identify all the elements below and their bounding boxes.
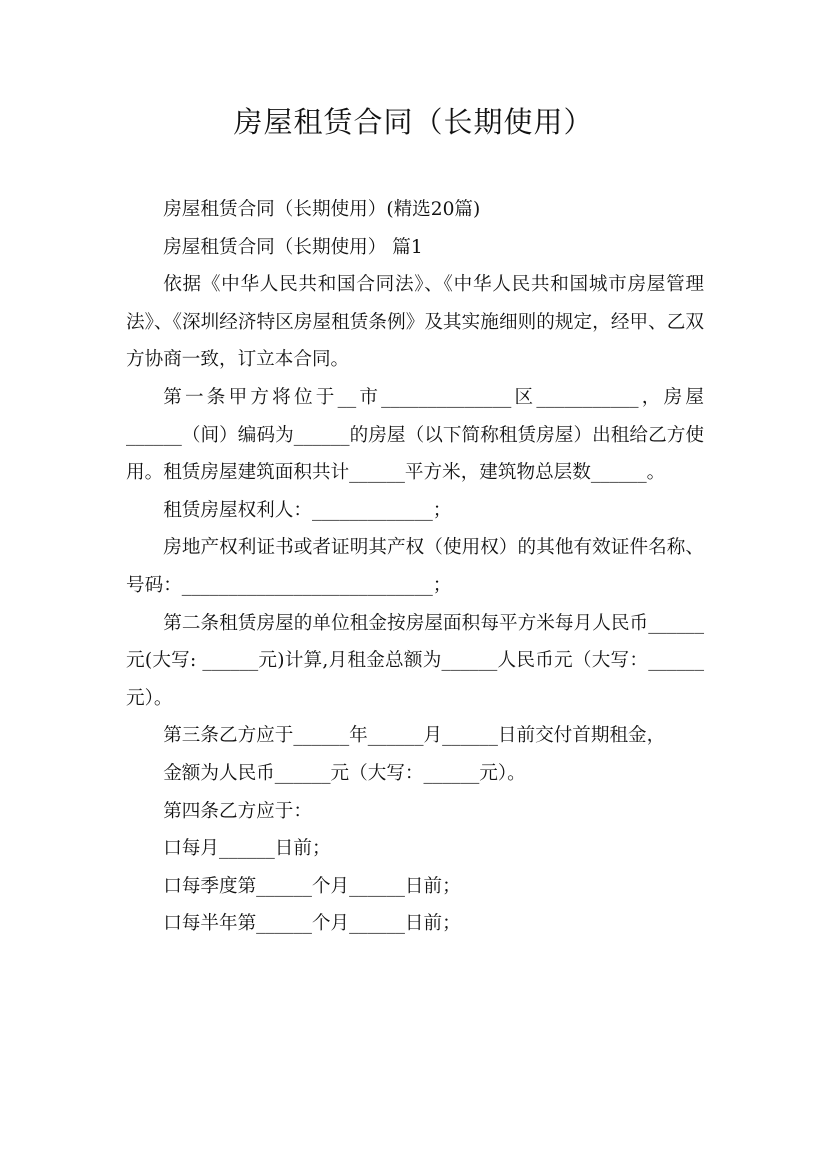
document-body	[126, 191, 704, 943]
paragraph-article-4: 第四条乙方应于：	[163, 800, 312, 822]
paragraph-subtitle: 房屋租赁合同（长期使用）(精选20篇)	[163, 199, 481, 220]
paragraph-certificate: 房地产权利证书或者证明其产权（使用权）的其他有效证件名称、号码：___________________________；	[126, 537, 704, 596]
option-quarterly: 口每季度第______个月______日前；	[163, 875, 461, 897]
paragraph-article-1: 第一条甲方将位于__市______________区___________，房屋______（间）编码为______的房屋（以下简称租赁房屋）出租给乙方使用。租赁房屋建筑面积共计______平方米，建筑物总层数______。	[126, 386, 704, 484]
document-title: 房屋租赁合同（长期使用）	[233, 105, 594, 139]
paragraph-section-heading: 房屋租赁合同（长期使用） 篇1	[163, 236, 423, 258]
paragraph-article-3: 第三条乙方应于______年______月______日前交付首期租金，	[163, 725, 666, 747]
option-monthly: 口每月______日前；	[163, 838, 331, 860]
paragraph-article-3-amount: 金额为人民币______元（大写：______元）。	[163, 762, 526, 784]
option-semiannual: 口每半年第______个月______日前；	[163, 913, 461, 935]
paragraph-article-2: 第二条租赁房屋的单位租金按房屋面积每平方米每月人民币______元(大写: ______元)计算,月租金总额为______人民币元（大写：______元）。	[126, 612, 704, 709]
paragraph-preamble: 依据《中华人民共和国合同法》、《中华人民共和国城市房屋管理法》、《深圳经济特区房屋租赁条例》及其实施细则的规定，经甲、乙双方协商一致，订立本合同。	[126, 274, 704, 371]
paragraph-rights-holder: 租赁房屋权利人：_____________；	[163, 499, 452, 521]
